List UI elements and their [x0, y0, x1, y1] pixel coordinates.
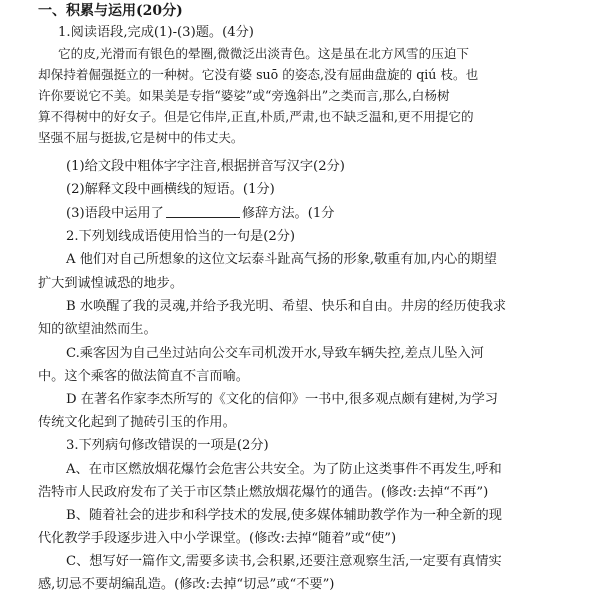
- q2-option-a: A 他们对自己所想象的这位文坛泰斗趾高气扬的形象,敬重有加,内心的期望: [66, 252, 497, 267]
- q2-option-b-cont: 知的欲望油然而生。: [38, 322, 157, 337]
- q3-option-c: C、想写好一篇作文,需要多读书,会积累,还要注意观察生活,一定要有真情实: [66, 554, 502, 569]
- q1-passage-line: 许你要说它不美。如果美是专指“婆娑”或“旁逸斜出”之类而言,那么,白杨树: [38, 88, 450, 103]
- q2-option-d-cont: 传统文化起到了抛砖引玉的作用。: [38, 415, 236, 430]
- q1-sub3-suffix: 修辞方法。(1分: [241, 206, 335, 221]
- q2-option-b: B 水唤醒了我的灵魂,并给予我光明、希望、快乐和自由。井房的经历使我求: [66, 299, 507, 314]
- q2-option-c-cont: 中。这个乘客的做法简直不言而喻。: [38, 369, 249, 384]
- answer-blank[interactable]: [166, 205, 240, 218]
- q3-option-a-cont: 浩特市人民政府发布了关于市区禁止燃放烟花爆竹的通告。(修改:去掉“不再”): [38, 485, 489, 500]
- q1-passage-line: 算不得树中的好女子。但是它伟岸,正直,朴质,严肃,也不缺乏温和,更不用提它的: [38, 109, 474, 124]
- q3-option-b: B、随着社会的进步和科学技术的发展,使多媒体辅助教学作为一种全新的现: [66, 508, 502, 523]
- q1-stem: 1.阅读语段,完成(1)-(3)题。(4分): [58, 25, 254, 40]
- q1-passage-line: 它的皮,光滑而有银色的晕圈,微微泛出淡青色。这是虽在北方风雪的压迫下: [58, 46, 470, 61]
- q1-sub3-prefix: (3)语段中运用了: [66, 206, 164, 221]
- q1-passage-line: 坚强不屈与挺拔,它是树中的伟丈夫。: [38, 130, 244, 145]
- section-title: 一、积累与运用(20分): [38, 3, 183, 19]
- q2-option-a-cont: 扩大到诚惶诚恐的地步。: [38, 276, 184, 291]
- q3-stem: 3.下列病句修改错误的一项是(2分): [66, 438, 269, 453]
- q2-option-c: C.乘客因为自己坐过站向公交车司机泼开水,导致车辆失控,差点儿坠入河: [66, 346, 484, 361]
- q2-stem: 2.下列划线成语使用恰当的一句是(2分): [66, 229, 296, 244]
- q1-sub2: (2)解释文段中画横线的短语。(1分): [66, 182, 275, 197]
- q1-passage-line: 却保持着倔强挺立的一种树。它没有婆 suō 的姿态,没有屈曲盘旋的 qiú 枝。也: [38, 67, 479, 82]
- q2-option-d: D 在著名作家李杰所写的《文化的信仰》一书中,很多观点颇有建树,为学习: [66, 392, 498, 407]
- q3-option-c-cont: 感,切忌不要胡编乱造。(修改:去掉“切忌”或“不要”): [38, 577, 335, 592]
- q1-sub1: (1)给文段中粗体字字注音,根据拼音写汉字(2分): [66, 159, 345, 174]
- q3-option-a: A、在市区燃放烟花爆竹会危害公共安全。为了防止这类事件不再发生,呼和: [66, 462, 502, 477]
- q1-sub3: [66, 205, 334, 223]
- q3-option-b-cont: 代化教学手段逐步进入中小学课堂。(修改:去掉“随着”或“使”): [38, 531, 397, 546]
